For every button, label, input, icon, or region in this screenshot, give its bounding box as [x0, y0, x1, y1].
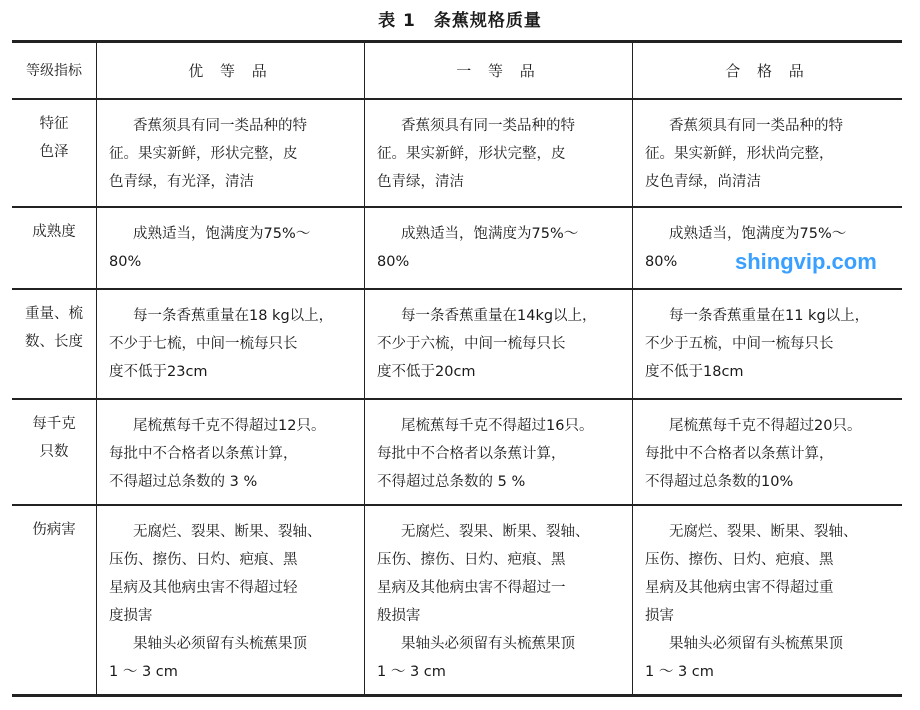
cell-line: 度不低于23cm [109, 364, 208, 380]
cell-line: 无腐烂、裂果、断果、裂轴、 [133, 524, 322, 540]
cell-line: 尾梳蕉每千克不得超过16只。 [401, 418, 594, 434]
grade-cell [365, 99, 633, 207]
grade-cell [365, 289, 633, 399]
grade-cell [365, 207, 633, 289]
header-cell: 等级指标 [26, 62, 82, 79]
label-line: 伤病害 [32, 522, 76, 538]
cell-line: 成熟适当，饱满度为75%～ [401, 226, 579, 242]
cell-line: 征。果实新鲜，形状完整，皮 [377, 146, 566, 162]
row-label [12, 289, 97, 399]
cell-line: 1 ～ 3 cm [377, 664, 446, 680]
table-row [12, 99, 902, 207]
label-line: 色泽 [39, 144, 69, 160]
cell-line: 不得超过总条数的 5 % [377, 474, 526, 490]
cell-line: 压伤、擦伤、日灼、疤痕、黑 [645, 552, 834, 568]
label-line: 数、长度 [25, 334, 83, 350]
cell-line: 果轴头必须留有头梳蕉果顶 [669, 636, 843, 652]
table-row [12, 289, 902, 399]
cell-line: 不得超过总条数的 3 % [109, 474, 258, 490]
table-row [12, 399, 902, 505]
cell-line: 度不低于18cm [645, 364, 744, 380]
cell-line: 1 ～ 3 cm [645, 664, 714, 680]
cell-line: 1 ～ 3 cm [109, 664, 178, 680]
cell-line: 度损害 [109, 608, 153, 624]
cell-line: 损害 [645, 608, 674, 624]
cell-line: 征。果实新鲜，形状尚完整， [645, 146, 834, 162]
label-line: 只数 [39, 444, 69, 460]
cell-line: 星病及其他病虫害不得超过重 [645, 580, 834, 596]
header-cell: 一 等 品 [365, 42, 633, 100]
label-line: 成熟度 [32, 224, 76, 240]
cell-line: 香蕉须具有同一类品种的特 [401, 118, 575, 134]
header-cell: 合 格 品 [633, 42, 903, 100]
cell-line: 每一条香蕉重量在11 kg以上， [669, 308, 870, 324]
cell-line: 压伤、擦伤、日灼、疤痕、黑 [377, 552, 566, 568]
label-line: 特征 [39, 116, 69, 132]
cell-line: 无腐烂、裂果、断果、裂轴、 [669, 524, 858, 540]
cell-line: 不少于七梳，中间一梳每只长 [109, 336, 298, 352]
table-title: 表 1 条蕉规格质量 [378, 11, 542, 31]
cell-line: 色青绿，有光泽，清洁 [109, 174, 254, 190]
row-label [12, 399, 97, 505]
cell-line: 每批中不合格者以条蕉计算， [645, 446, 834, 462]
grade-cell [365, 505, 633, 696]
cell-line: 80% [645, 254, 678, 270]
cell-line: 尾梳蕉每千克不得超过12只。 [133, 418, 326, 434]
cell-line: 成熟适当，饱满度为75%～ [133, 226, 311, 242]
grade-cell [365, 399, 633, 505]
cell-line: 度不低于20cm [377, 364, 476, 380]
cell-line: 色青绿，清洁 [377, 174, 464, 190]
table-row [12, 207, 902, 289]
cell-line: 星病及其他病虫害不得超过轻 [109, 580, 298, 596]
table-row [12, 505, 902, 696]
row-label [12, 207, 97, 289]
cell-line: 80% [109, 254, 142, 270]
cell-line: 香蕉须具有同一类品种的特 [133, 118, 307, 134]
cell-line: 无腐烂、裂果、断果、裂轴、 [401, 524, 590, 540]
grade-cell [97, 399, 365, 505]
cell-line: 每批中不合格者以条蕉计算， [109, 446, 298, 462]
row-label [12, 505, 97, 696]
cell-line: 果轴头必须留有头梳蕉果顶 [133, 636, 307, 652]
grade-cell [97, 207, 365, 289]
cell-line: 果轴头必须留有头梳蕉果顶 [401, 636, 575, 652]
grade-cell [633, 289, 903, 399]
cell-line: 每一条香蕉重量在18 kg以上， [133, 308, 334, 324]
cell-line: 征。果实新鲜，形状完整，皮 [109, 146, 298, 162]
grade-cell [633, 505, 903, 696]
cell-line: 不少于五梳，中间一梳每只长 [645, 336, 834, 352]
cell-line: 尾梳蕉每千克不得超过20只。 [669, 418, 862, 434]
cell-line: 般损害 [377, 608, 421, 624]
row-label [12, 99, 97, 207]
cell-line: 不少于六梳，中间一梳每只长 [377, 336, 566, 352]
cell-line: 星病及其他病虫害不得超过一 [377, 580, 566, 596]
grade-cell [97, 505, 365, 696]
grade-cell [97, 289, 365, 399]
cell-line: 80% [377, 254, 410, 270]
label-line: 每千克 [32, 416, 76, 432]
cell-line: 成熟适当，饱满度为75%～ [669, 226, 847, 242]
cell-line: 每批中不合格者以条蕉计算， [377, 446, 566, 462]
grade-cell [633, 207, 903, 289]
watermark: shingvip.com [735, 249, 877, 274]
cell-line: 不得超过总条数的10% [645, 474, 794, 490]
cell-line: 皮色青绿，尚清洁 [645, 174, 761, 190]
grade-cell [97, 99, 365, 207]
header-row [12, 42, 902, 100]
grade-cell [633, 99, 903, 207]
cell-line: 压伤、擦伤、日灼、疤痕、黑 [109, 552, 298, 568]
cell-line: 香蕉须具有同一类品种的特 [669, 118, 843, 134]
cell-line: 每一条香蕉重量在14kg以上， [401, 308, 597, 324]
banana-quality-table [12, 40, 902, 697]
header-cell: 优 等 品 [97, 42, 365, 100]
label-line: 重量、梳 [25, 306, 83, 322]
grade-cell [633, 399, 903, 505]
